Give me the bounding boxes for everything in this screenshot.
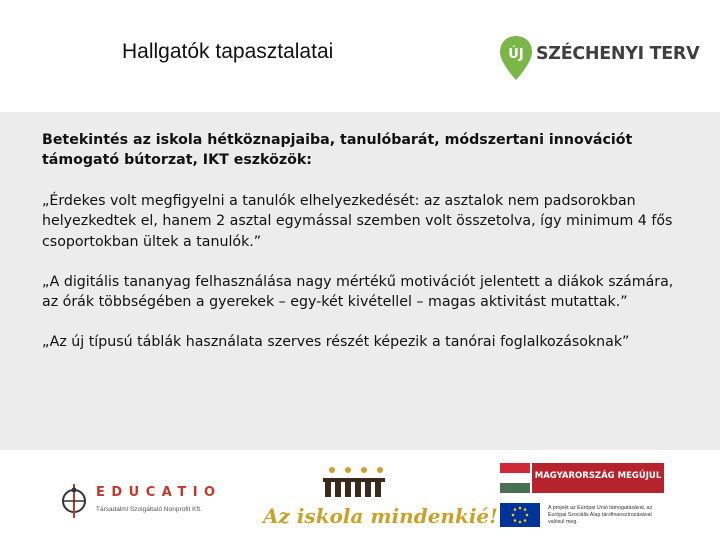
educatio-subtitle: Társadalmi Szolgáltató Nonprofit Kft. bbox=[96, 506, 202, 513]
iskola-figures-icon bbox=[322, 466, 394, 502]
eu-funding-text: A projekt az Európai Unió támogatásával, az Európai Szociális Alap társfinanszírozásával valósul meg. bbox=[548, 505, 653, 526]
quote-1: „Érdekes volt megfigyelni a tanulók elhelyezkedését: az asztalok nem padsorokban helyezkedtek el, hanem 2 asztal egymással szemben volt összetolva, így minimum 4 fős csoportokban ültek a tanulók.” bbox=[42, 193, 673, 250]
magyarorszag-text: MAGYARORSZÁG MEGÚJUL bbox=[534, 471, 662, 481]
page-title: Hallgatók tapasztalatai bbox=[122, 40, 334, 63]
eu-flag-icon bbox=[500, 503, 540, 527]
iskola-slogan: Az iskola mindenkié! bbox=[263, 504, 498, 528]
intro-text: Betekintés az iskola hétköznapjaiba, tanulóbarát, módszertani innovációt támogató bútorzat, IKT eszközök: bbox=[42, 132, 633, 169]
educatio-logo-text: EDUCATIO bbox=[96, 485, 222, 500]
quote-2: „A digitális tananyag felhasználása nagy mértékű motivációt jelentett a diákok számára, az órák többségében a gyerekek – egy-két kivétellel – magas aktivitást mutattak.” bbox=[42, 273, 674, 310]
content-panel bbox=[0, 112, 720, 450]
educatio-emblem-icon bbox=[56, 482, 92, 520]
logo-badge: ÚJ bbox=[508, 47, 524, 62]
quote-3: „Az új típusú táblák használata szerves részét képezik a tanórai foglalkozásoknak” bbox=[42, 334, 630, 351]
szechenyi-logo-text: SZÉCHENYI TERV bbox=[536, 44, 700, 64]
hungarian-flag-icon bbox=[500, 463, 530, 493]
